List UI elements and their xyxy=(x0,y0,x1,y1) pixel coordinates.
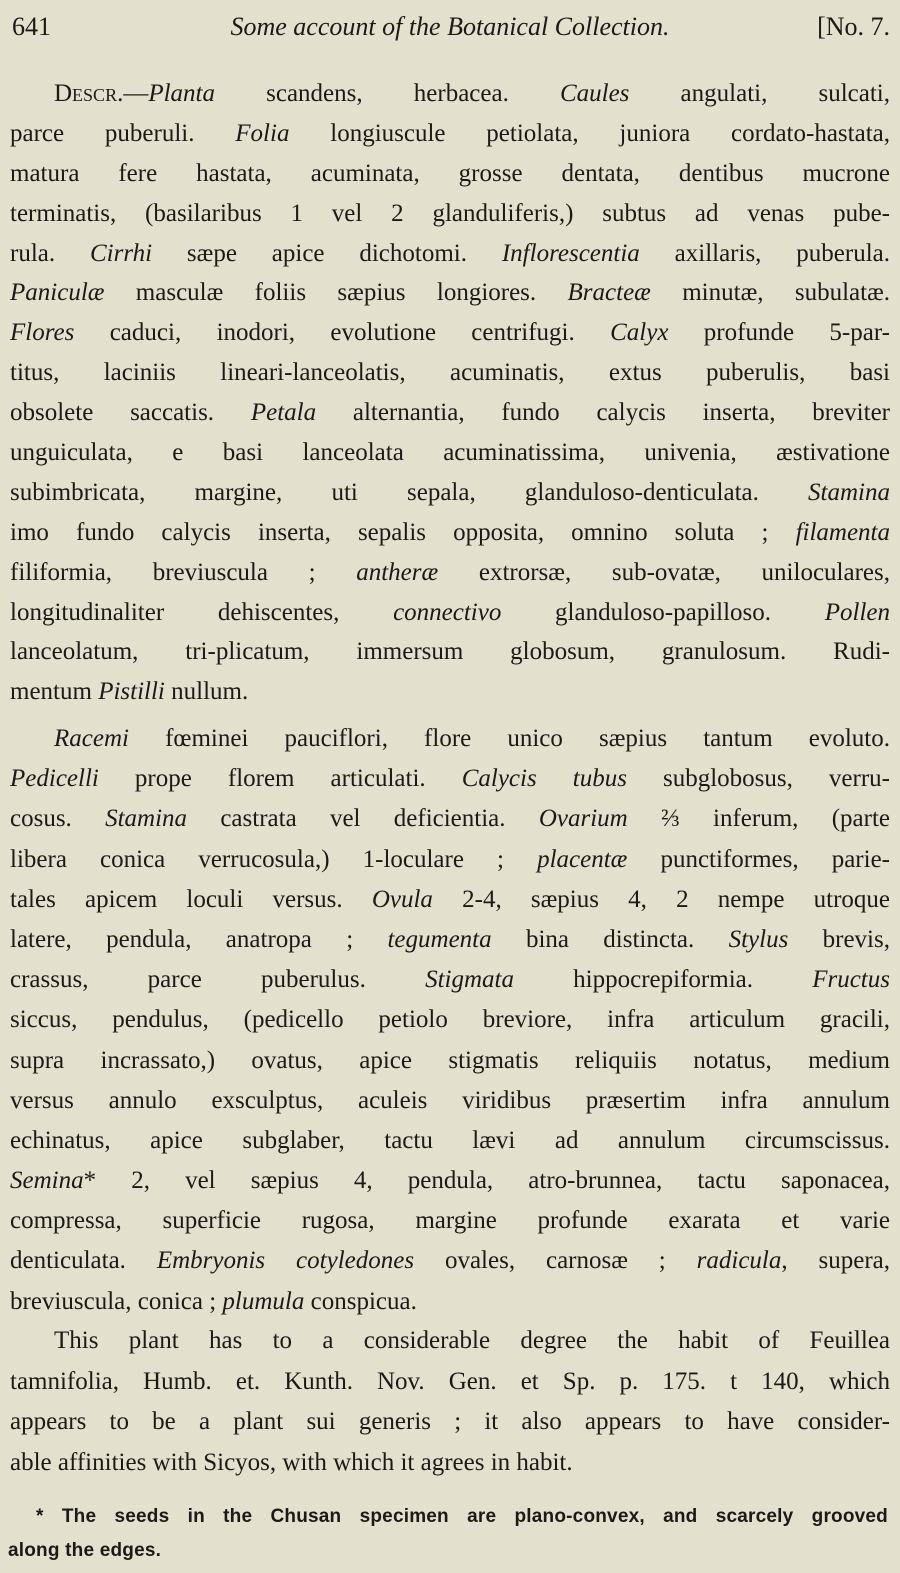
italic-term: Calycis tubus xyxy=(461,765,627,793)
text-segment: compressa, superficie rugosa, margine profunde exarata et varie xyxy=(10,1207,890,1235)
text-segment: obsolete saccatis. xyxy=(10,399,251,427)
text-line xyxy=(10,74,890,114)
text-segment: caduci, inodori, evolutione centrifugi. xyxy=(74,319,611,347)
text-line xyxy=(10,1321,890,1362)
italic-term: Fructus xyxy=(812,966,890,994)
text-line xyxy=(10,393,890,433)
text-line xyxy=(10,593,890,633)
text-segment: minutæ, subulatæ. xyxy=(650,279,890,307)
italic-term: Caules xyxy=(559,80,630,107)
text-line xyxy=(10,234,890,274)
italic-term: Ovula xyxy=(371,885,433,913)
italic-term: placentæ xyxy=(537,845,628,873)
text-segment: fœminei pauciflori, flore unico sæpius tantum evoluto. xyxy=(128,725,890,752)
text-line xyxy=(10,1402,890,1443)
text-segment: scandens, herbacea. xyxy=(215,80,560,107)
text-segment: libera conica verrucosula,) 1-loculare ; xyxy=(10,845,538,873)
italic-term: Calyx xyxy=(610,319,669,347)
text-line xyxy=(10,513,890,553)
text-segment: cosus. xyxy=(10,805,106,833)
text-line xyxy=(10,1282,890,1322)
text-segment: extrorsæ, sub-ovatæ, uniloculares, xyxy=(438,558,890,586)
text-line xyxy=(10,1201,890,1241)
text-segment: siccus, pendulus, (pedicello petiolo breviore, infra articulum gracili, xyxy=(10,1006,890,1034)
text-segment: ovales, carnosæ ; xyxy=(414,1247,697,1275)
text-segment: 2-4, sæpius 4, 2 nempe utroque xyxy=(432,885,890,913)
italic-term: connectivo xyxy=(393,598,502,626)
italic-term: Racemi xyxy=(54,725,129,752)
text-line xyxy=(10,672,890,712)
text-segment: breviuscula, conica ; xyxy=(10,1287,223,1315)
text-segment: brevis, xyxy=(788,925,890,953)
italic-term: antheræ xyxy=(356,558,439,586)
text-segment: terminatis, (basilaribus 1 vel 2 glanduliferis,) subtus ad venas pube- xyxy=(10,199,890,227)
italic-term: Semina xyxy=(10,1167,84,1195)
italic-term: plumula xyxy=(222,1287,305,1315)
text-segment: ⅔ inferum, (parte xyxy=(627,805,890,833)
page-number: 641 xyxy=(12,12,51,41)
italic-term: Inflorescentia xyxy=(501,239,640,267)
text-line xyxy=(10,920,890,960)
text-line xyxy=(10,114,890,154)
text-segment: , supera, xyxy=(781,1247,891,1275)
text-segment: subglobosus, verru- xyxy=(626,765,890,793)
text-segment: masculæ foliis sæpius longiores. xyxy=(104,279,568,307)
text-segment: alternantia, fundo calycis inserta, breviter xyxy=(316,399,890,427)
small-caps-heading: Descr. xyxy=(54,80,124,107)
text-line xyxy=(8,1534,888,1568)
text-line xyxy=(10,799,890,839)
text-line xyxy=(8,1500,888,1534)
italic-term: tegumenta xyxy=(387,925,492,953)
text-line xyxy=(10,1000,890,1040)
text-segment: profunde 5-par- xyxy=(668,319,890,347)
text-segment: * 2, vel sæpius 4, pendula, atro-brunnea, tactu saponacea, xyxy=(83,1167,890,1195)
text-segment: latere, pendula, anatropa ; xyxy=(10,925,388,953)
description-paragraph xyxy=(10,74,890,712)
running-title: Some account of the Botanical Collection. xyxy=(230,12,670,41)
text-segment: crassus, parce puberulus. xyxy=(10,966,426,994)
text-segment: rula. xyxy=(10,239,90,267)
italic-term: Petala xyxy=(250,399,317,427)
text-segment: mentum xyxy=(10,678,99,706)
italic-term: Embryonis cotyledones xyxy=(156,1247,415,1275)
text-line xyxy=(10,1241,890,1281)
text-segment: filiformia, breviuscula ; xyxy=(10,558,357,586)
text-segment: along the edges. xyxy=(8,1540,162,1561)
italic-term: Paniculæ xyxy=(10,279,105,307)
issue-number: [No. 7. xyxy=(817,12,890,41)
italic-term: Stylus xyxy=(728,925,789,953)
italic-term: Cirrhi xyxy=(89,239,153,267)
italic-term: Bracteæ xyxy=(567,279,651,307)
text-segment: axillaris, puberula. xyxy=(639,239,890,267)
italic-term: Folia xyxy=(235,119,290,147)
text-line xyxy=(10,353,890,393)
text-line xyxy=(10,1161,890,1201)
text-line xyxy=(10,1081,890,1121)
text-segment: sæpe apice dichotomi. xyxy=(152,239,502,267)
text-segment: lanceolatum, tri-plicatum, immersum globosum, granulosum. Rudi- xyxy=(10,638,890,666)
text-segment: castrata vel deficientia. xyxy=(187,805,539,833)
text-segment: glanduloso-papilloso. xyxy=(501,598,825,626)
text-line xyxy=(10,473,890,513)
text-line xyxy=(10,313,890,353)
female-flowers-paragraph xyxy=(10,719,890,1322)
text-segment: able affinities with Sicyos, with which it agrees in habit. xyxy=(10,1449,573,1477)
italic-term: Flores xyxy=(10,319,75,347)
text-segment: tamnifolia, Humb. et. Kunth. Nov. Gen. et Sp. p. 175. t 140, which xyxy=(10,1367,890,1395)
text-segment: versus annulo exsculptus, aculeis viridibus præsertim infra annulum xyxy=(10,1086,890,1114)
italic-term: radicula xyxy=(696,1247,782,1275)
text-segment: imo fundo calycis inserta, sepalis opposita, omnino soluta ; xyxy=(10,518,796,546)
italic-term: Stigmata xyxy=(425,966,514,994)
text-segment: — xyxy=(123,80,149,107)
text-segment: tales apicem loculi versus. xyxy=(10,885,372,913)
italic-term: Ovarium xyxy=(538,805,628,833)
italic-term: Stamina xyxy=(808,478,890,506)
text-segment: conspicua. xyxy=(304,1287,417,1315)
text-segment: unguiculata, e basi lanceolata acuminatissima, univenia, æstivatione xyxy=(10,439,890,467)
text-line xyxy=(10,632,890,672)
footnote xyxy=(8,1500,888,1568)
text-line xyxy=(10,1121,890,1161)
italic-term: Planta xyxy=(148,80,215,107)
text-segment: prope florem articulati. xyxy=(98,765,462,793)
italic-term: Pedicelli xyxy=(10,765,99,793)
text-segment: titus, laciniis lineari-lanceolatis, acuminatis, extus puberulis, basi xyxy=(10,359,890,387)
text-segment: subimbricata, margine, uti sepala, glanduloso-denticulata. xyxy=(10,478,809,506)
text-segment: angulati, sulcati, xyxy=(629,80,890,107)
text-line xyxy=(10,273,890,313)
text-segment: longitudinaliter dehiscentes, xyxy=(10,598,394,626)
text-segment: hippocrepiformia. xyxy=(513,966,813,994)
text-line xyxy=(10,1362,890,1403)
text-segment: bina distincta. xyxy=(491,925,729,953)
italic-term: filamenta xyxy=(795,518,890,546)
text-line xyxy=(10,880,890,920)
italic-term: Pistilli xyxy=(98,678,165,706)
text-segment: supra incrassato,) ovatus, apice stigmatis reliquiis notatus, medium xyxy=(10,1046,890,1074)
text-line xyxy=(10,759,890,799)
italic-term: Pollen xyxy=(824,598,890,626)
text-segment: parce puberuli. xyxy=(10,119,236,147)
text-segment: denticulata. xyxy=(10,1247,157,1275)
text-line xyxy=(10,840,890,880)
text-segment: This plant has to a considerable degree the habit of Feuillea xyxy=(54,1327,890,1354)
text-line xyxy=(10,194,890,234)
italic-term: Stamina xyxy=(105,805,188,833)
text-segment: matura fere hastata, acuminata, grosse dentata, dentibus mucrone xyxy=(10,159,890,187)
text-segment: punctiformes, parie- xyxy=(627,845,890,873)
text-line xyxy=(10,154,890,194)
text-segment: * The seeds in the Chusan specimen are plano-convex, and scarcely grooved xyxy=(36,1506,888,1527)
remarks-paragraph xyxy=(10,1321,890,1484)
text-line xyxy=(10,1041,890,1081)
text-line xyxy=(10,1443,890,1484)
text-segment: appears to be a plant sui generis ; it also appears to have consider- xyxy=(10,1408,890,1436)
text-segment: longiuscule petiolata, juniora cordato-hastata, xyxy=(289,119,890,147)
text-line xyxy=(10,719,890,759)
text-line xyxy=(10,553,890,593)
text-line xyxy=(10,433,890,473)
text-segment: nullum. xyxy=(164,678,249,706)
text-segment: echinatus, apice subglaber, tactu lævi ad annulum circumscissus. xyxy=(10,1126,890,1154)
text-line xyxy=(10,960,890,1000)
